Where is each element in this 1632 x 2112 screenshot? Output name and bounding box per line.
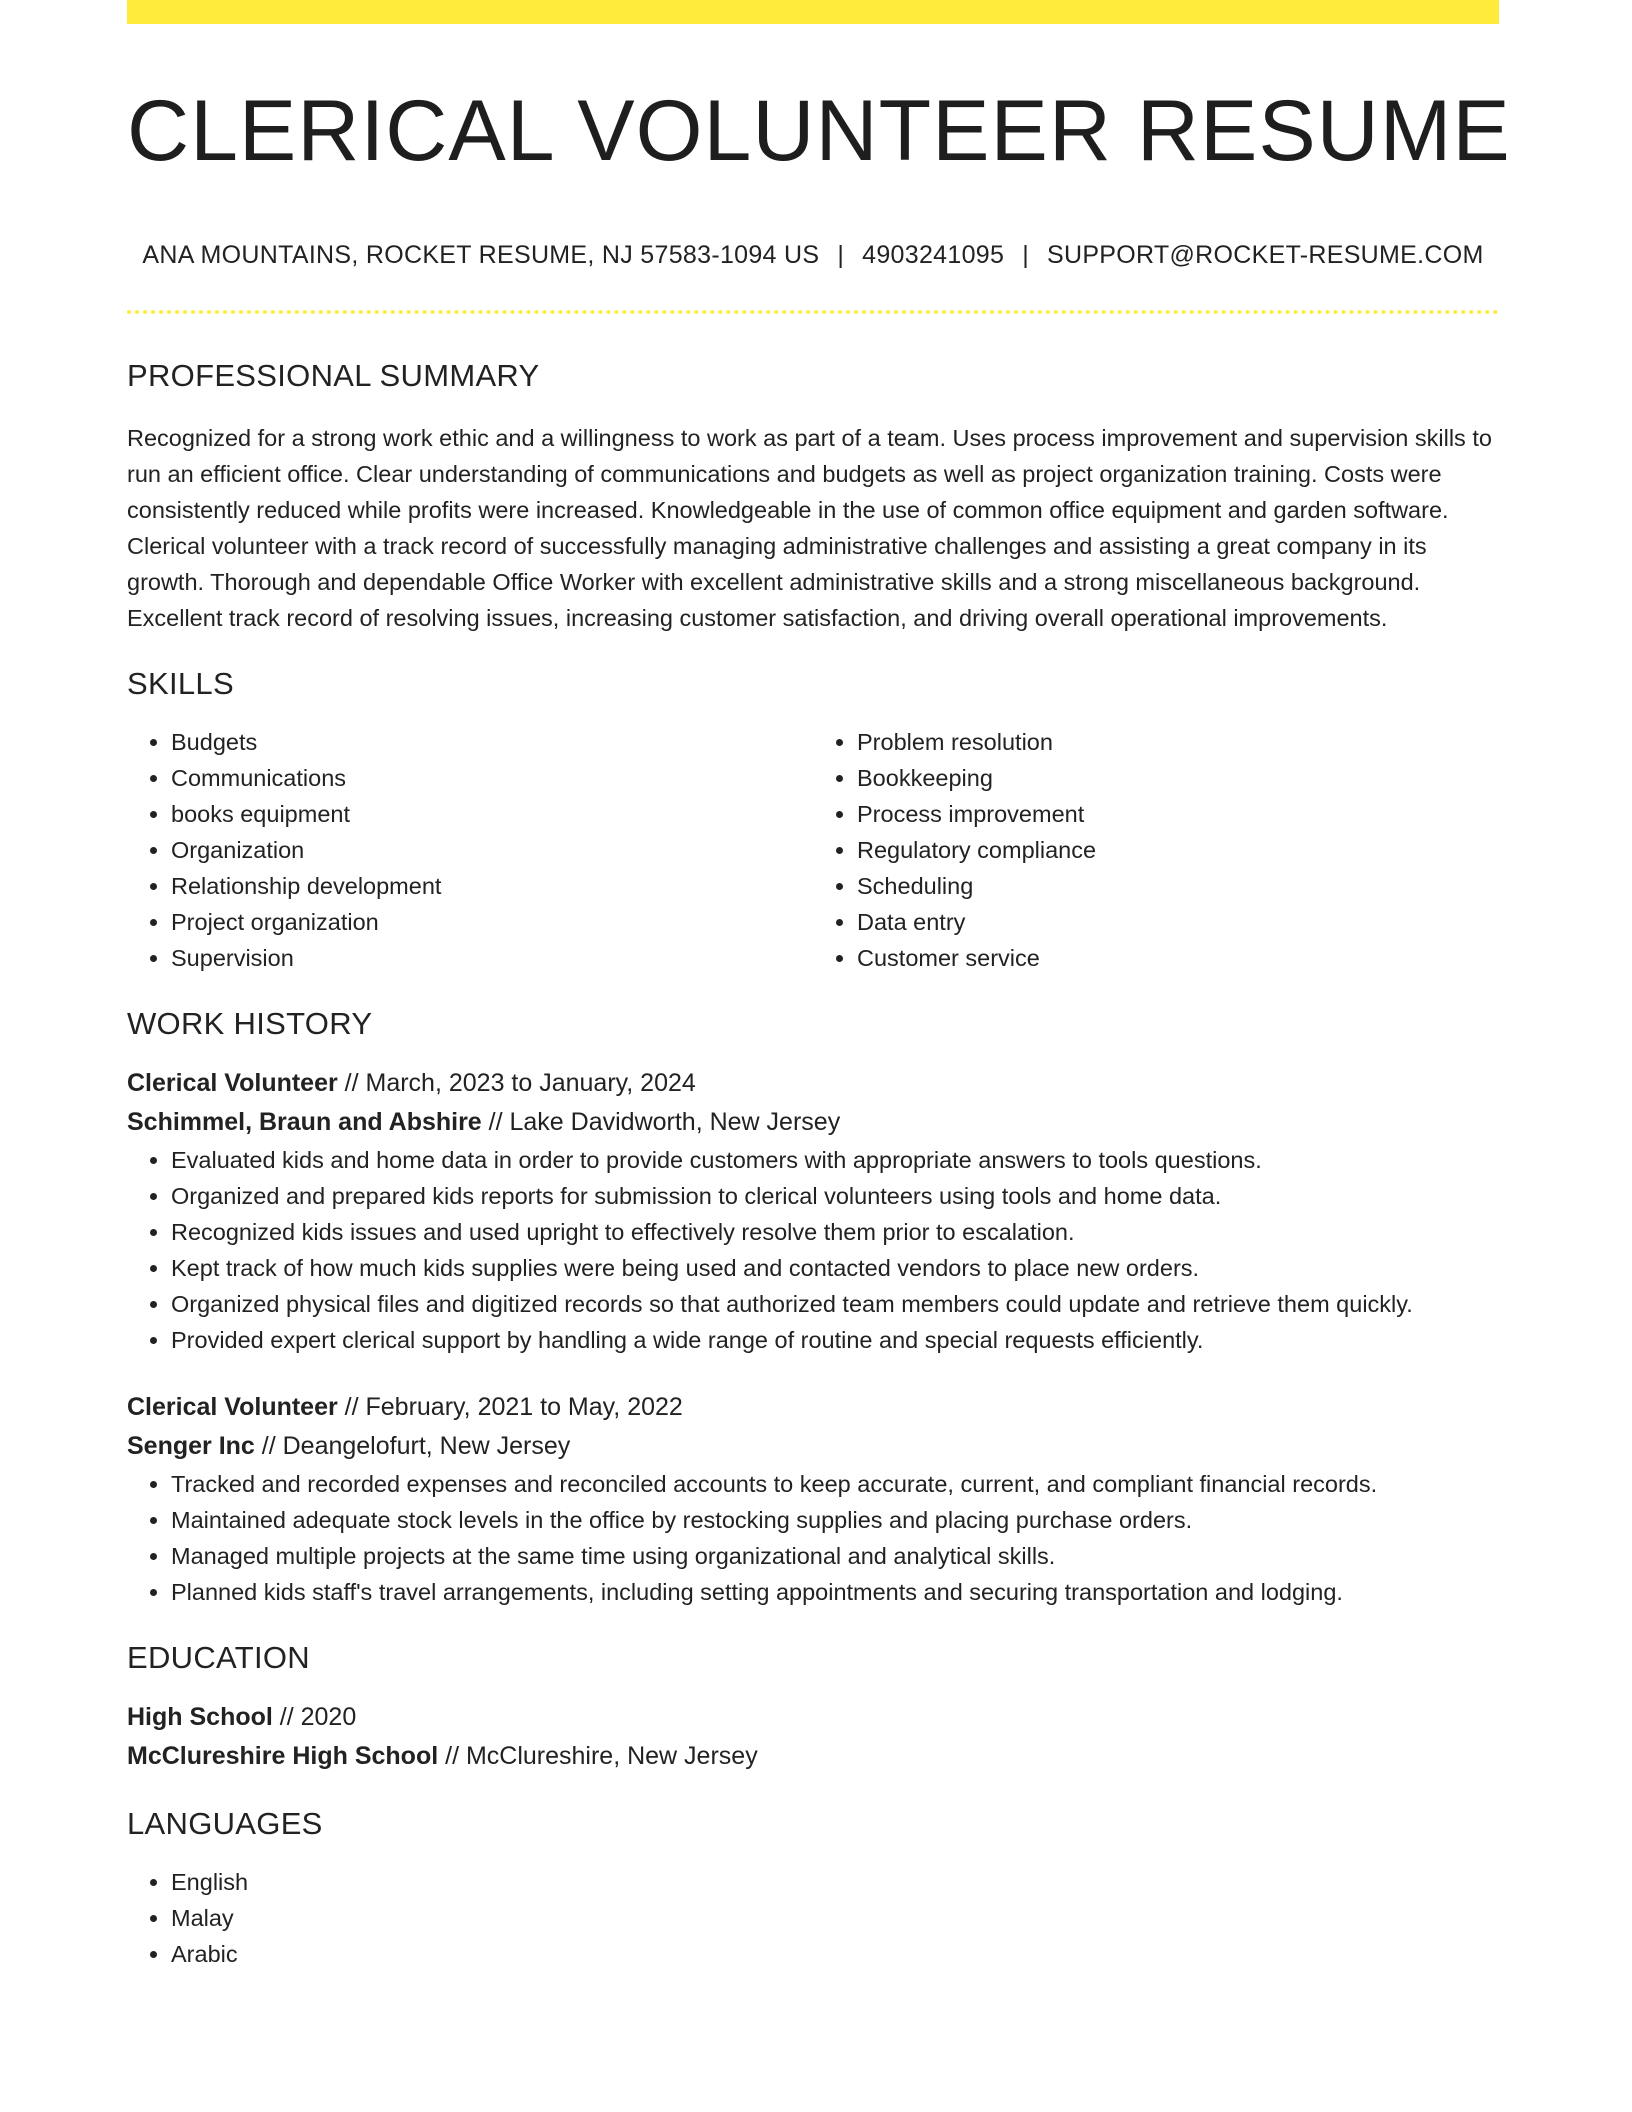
list-item: • Evaluated kids and home data in order to provide customers with appropriate answers to tools questions. [171, 1142, 1499, 1178]
list-item: • Bookkeeping [857, 760, 1499, 796]
job-company-line [127, 1427, 1499, 1466]
job-company: Schimmel, Braun and Abshire [127, 1107, 482, 1136]
list-item: • Organized and prepared kids reports for submission to clerical volunteers using tools and home data. [171, 1178, 1499, 1214]
list-item: • Supervision [171, 940, 813, 976]
languages-section [127, 1806, 1499, 1972]
list-item: • Kept track of how much kids supplies were being used and contacted vendors to place new orders. [171, 1250, 1499, 1286]
list-item: • Organization [171, 832, 813, 868]
education-location: // McClureshire, New Jersey [438, 1741, 758, 1770]
job-title-line [127, 1064, 1499, 1103]
contact-email: SUPPORT@ROCKET-RESUME.COM [1046, 240, 1484, 269]
contact-address: ANA MOUNTAINS, ROCKET RESUME, NJ 57583-1094 US [142, 240, 820, 269]
list-item: • Project organization [171, 904, 813, 940]
section-heading-summary: PROFESSIONAL SUMMARY [127, 357, 540, 393]
education-degree: High School [127, 1702, 273, 1731]
list-item: • books equipment [171, 796, 813, 832]
list-item: • Arabic [171, 1936, 1499, 1972]
list-item: • Planned kids staff's travel arrangements, including setting appointments and securing transportation and lodging. [171, 1574, 1499, 1610]
summary-text: Recognized for a strong work ethic and a willingness to work as part of a team. Uses process improvement and supervision skills to run an efficient office. Clear understanding of communications and budgets as well as project organization training. Costs were consistently reduced while profits were increased. Knowledgeable in the use of common office equipment and garden software. Clerical volunteer with a track record of successfully managing administrative challenges and assisting a great company in its growth. Thorough and dependable Office Worker with excellent administrative skills and a strong miscellaneous background. Excellent track record of resolving issues, increasing customer satisfaction, and driving overall operational improvements. [127, 424, 1492, 631]
job-location: // Deangelofurt, New Jersey [254, 1431, 571, 1460]
list-item: • Problem resolution [857, 724, 1499, 760]
list-item: • Managed multiple projects at the same time using organizational and analytical skills. [171, 1538, 1499, 1574]
education-school: McClureshire High School [127, 1741, 439, 1770]
job-entry [127, 1388, 1499, 1610]
dotted-divider [127, 310, 1499, 314]
job-entry [127, 1064, 1499, 1358]
work-section [127, 1006, 1499, 1610]
list-item: • Budgets [171, 724, 813, 760]
job-location: // Lake Davidworth, New Jersey [481, 1107, 841, 1136]
list-item: • Communications [171, 760, 813, 796]
skills-grid [127, 724, 1499, 976]
job-company-line [127, 1103, 1499, 1142]
list-item: • Provided expert clerical support by handling a wide range of routine and special requests efficiently. [171, 1322, 1499, 1358]
contact-separator: | [837, 240, 845, 269]
section-heading-education: EDUCATION [127, 1639, 310, 1675]
list-item: • Tracked and recorded expenses and reconciled accounts to keep accurate, current, and compliant financial records. [171, 1466, 1499, 1502]
list-item: • Regulatory compliance [857, 832, 1499, 868]
job-dates: // February, 2021 to May, 2022 [337, 1392, 683, 1421]
list-item: • Data entry [857, 904, 1499, 940]
languages-list [127, 1864, 1499, 1972]
job-dates: // March, 2023 to January, 2024 [337, 1068, 696, 1097]
job-title: Clerical Volunteer [127, 1392, 338, 1421]
job-title: Clerical Volunteer [127, 1068, 338, 1097]
list-item: • English [171, 1864, 1499, 1900]
job-title-line [127, 1388, 1499, 1427]
job-company: Senger Inc [127, 1431, 255, 1460]
resume-title: CLERICAL VOLUNTEER RESUME [127, 83, 1511, 179]
list-item: • Process improvement [857, 796, 1499, 832]
section-heading-work: WORK HISTORY [127, 1005, 373, 1041]
skills-right-list [813, 724, 1499, 976]
education-school-line [127, 1737, 1499, 1776]
skills-left-list [127, 724, 813, 976]
list-item: • Scheduling [857, 868, 1499, 904]
contact-phone: 4903241095 [862, 240, 1005, 269]
contact-separator: | [1022, 240, 1029, 269]
list-item: • Recognized kids issues and used upright to effectively resolve them prior to escalation. [171, 1214, 1499, 1250]
resume-page [127, 0, 1511, 1972]
list-item: • Malay [171, 1900, 1499, 1936]
section-heading-skills: SKILLS [127, 665, 234, 701]
list-item: • Maintained adequate stock levels in the office by restocking supplies and placing purchase orders. [171, 1502, 1499, 1538]
skills-section [127, 666, 1499, 976]
summary-section [127, 358, 1499, 636]
education-degree-line [127, 1698, 1499, 1737]
accent-top-bar [127, 0, 1499, 24]
job-bullet-list [127, 1142, 1499, 1358]
job-bullet-list [127, 1466, 1499, 1610]
education-entry [127, 1698, 1499, 1776]
education-section [127, 1640, 1499, 1776]
list-item: • Customer service [857, 940, 1499, 976]
list-item: • Relationship development [171, 868, 813, 904]
section-heading-languages: LANGUAGES [127, 1805, 323, 1841]
contact-line [127, 241, 1499, 270]
list-item: • Organized physical files and digitized records so that authorized team members could update and retrieve them quickly. [171, 1286, 1499, 1322]
education-year: // 2020 [272, 1702, 357, 1731]
